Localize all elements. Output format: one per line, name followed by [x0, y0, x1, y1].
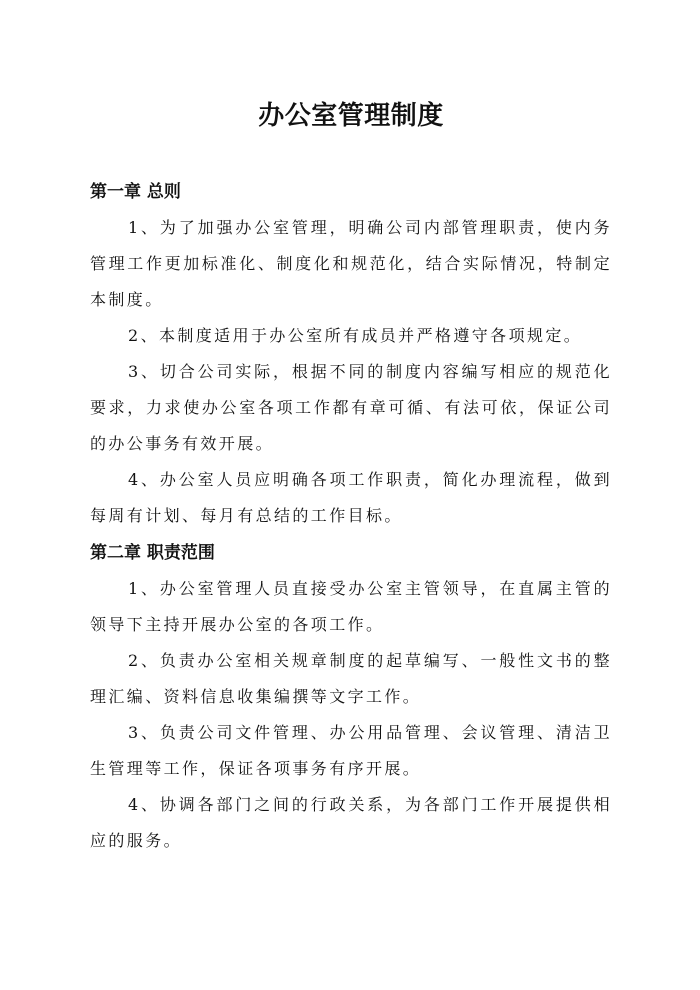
chapter-1-item-1: 1、为了加强办公室管理，明确公司内部管理职责，使内务管理工作更加标准化、制度化和规范化，结合实际情况，特制定本制度。 — [90, 218, 612, 309]
chapter-heading-1: 第一章 总则 — [90, 182, 181, 202]
chapter-2-item-2: 2、负责办公室相关规章制度的起草编写、一般性文书的整理汇编、资料信息收集编撰等文字工作。 — [90, 651, 612, 706]
chapter-2-item-4: 4、协调各部门之间的行政关系，为各部门工作开展提供相应的服务。 — [90, 795, 612, 850]
chapter-heading-2: 第二章 职责范围 — [90, 543, 215, 563]
chapter-1-item-3: 3、切合公司实际，根据不同的制度内容编写相应的规范化要求，力求使办公室各项工作都有章可循、有法可依，保证公司的办公事务有效开展。 — [90, 362, 612, 453]
chapter-2-item-3: 3、负责公司文件管理、办公用品管理、会议管理、清洁卫生管理等工作，保证各项事务有序开展。 — [90, 723, 612, 778]
chapter-1-item-2: 2、本制度适用于办公室所有成员并严格遵守各项规定。 — [128, 326, 583, 345]
document-title: 办公室管理制度 — [258, 101, 444, 131]
chapter-1-item-4: 4、办公室人员应明确各项工作职责，简化办理流程，做到每周有计划、每月有总结的工作目标。 — [90, 470, 612, 525]
chapter-2-item-1: 1、办公室管理人员直接受办公室主管领导，在直属主管的领导下主持开展办公室的各项工作。 — [90, 579, 612, 634]
